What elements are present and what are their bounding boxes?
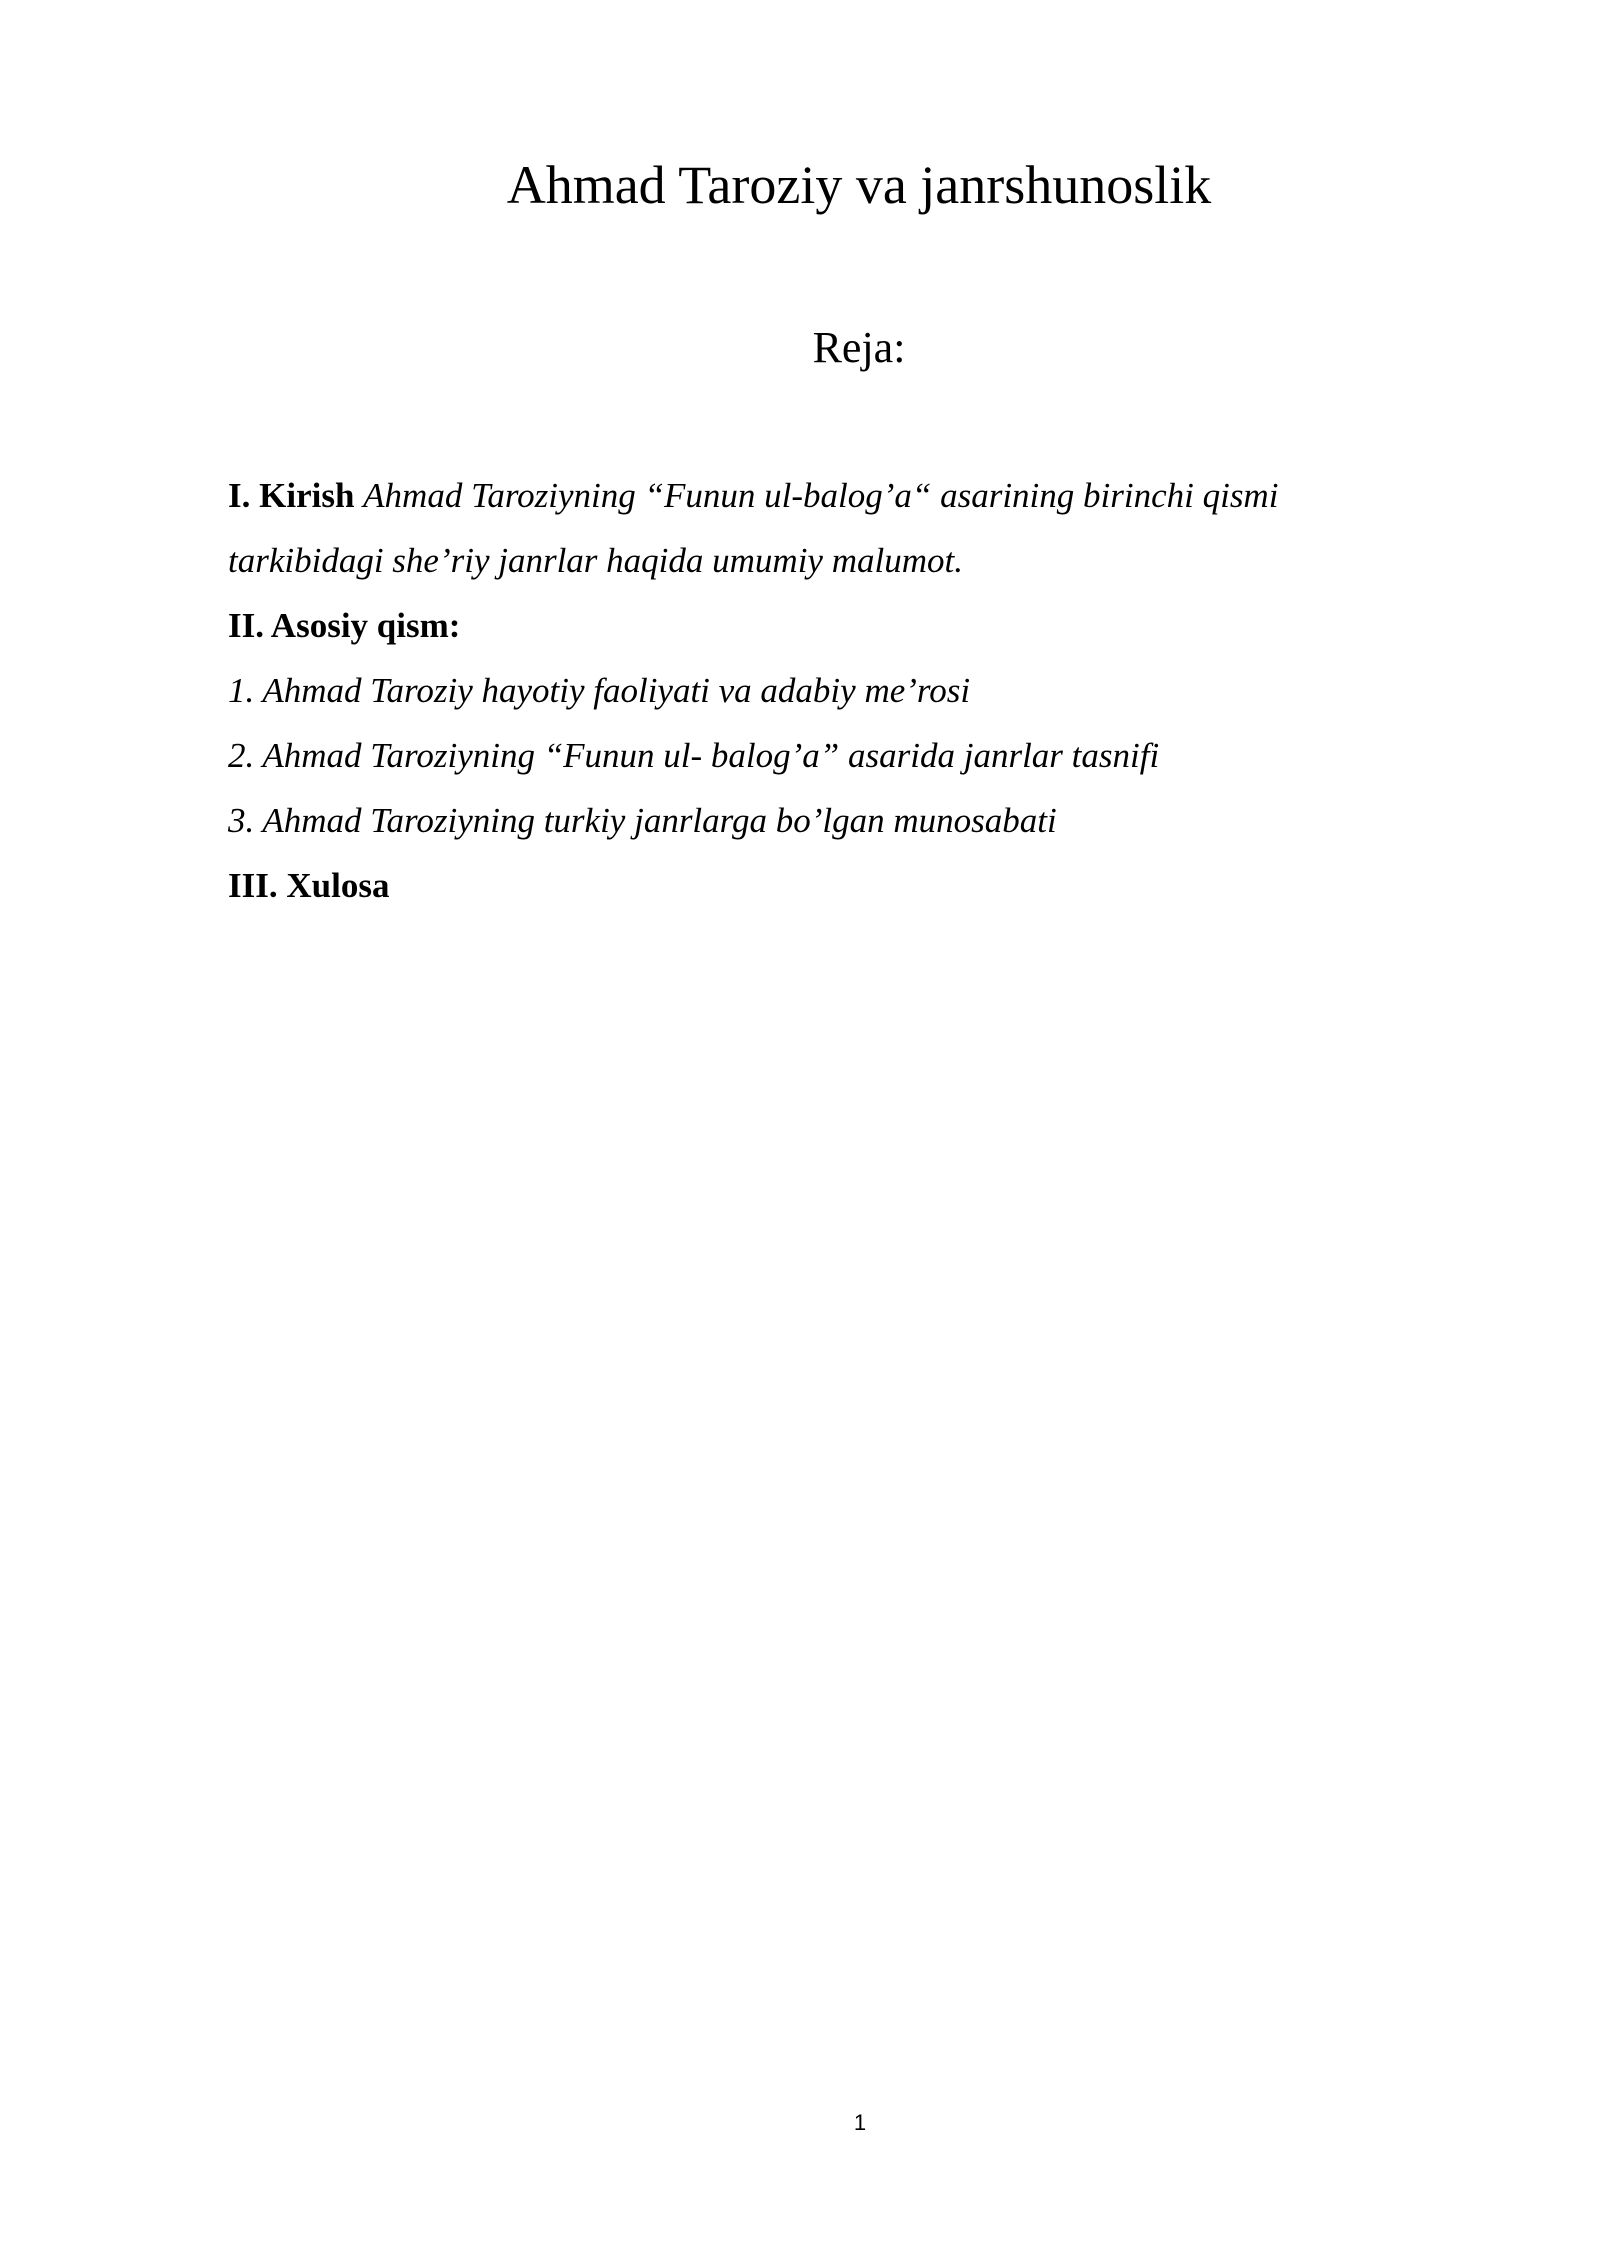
intro-text-line1: Ahmad Taroziyning “Funun ul-balog’a“ asarining birinchi qismi [363,476,1279,515]
plan-heading: Reja: [812,323,906,372]
intro-text-line2: tarkibidagi she’riy janrlar haqida umumiy malumot. [228,541,963,580]
main-part-heading: II. Asosiy qism: [228,606,461,645]
main-part-item: 1. Ahmad Taroziy hayotiy faoliyati va adabiy me’rosi [228,671,971,710]
document-title: Ahmad Taroziy va janrshunoslik [506,155,1212,215]
page-number: 1 [853,2110,867,2135]
plan-list [228,463,1428,918]
conclusion-heading: III. Xulosa [228,866,390,905]
intro-line-1 [228,463,1428,528]
main-part-item: 2. Ahmad Taroziyning “Funun ul- balog’a” asarida janrlar tasnifi [228,736,1160,775]
main-part-item: 3. Ahmad Taroziyning turkiy janrlarga bo’lgan munosabati [228,801,1057,840]
intro-label: Kirish [259,476,355,515]
intro-number: I. [228,476,251,515]
